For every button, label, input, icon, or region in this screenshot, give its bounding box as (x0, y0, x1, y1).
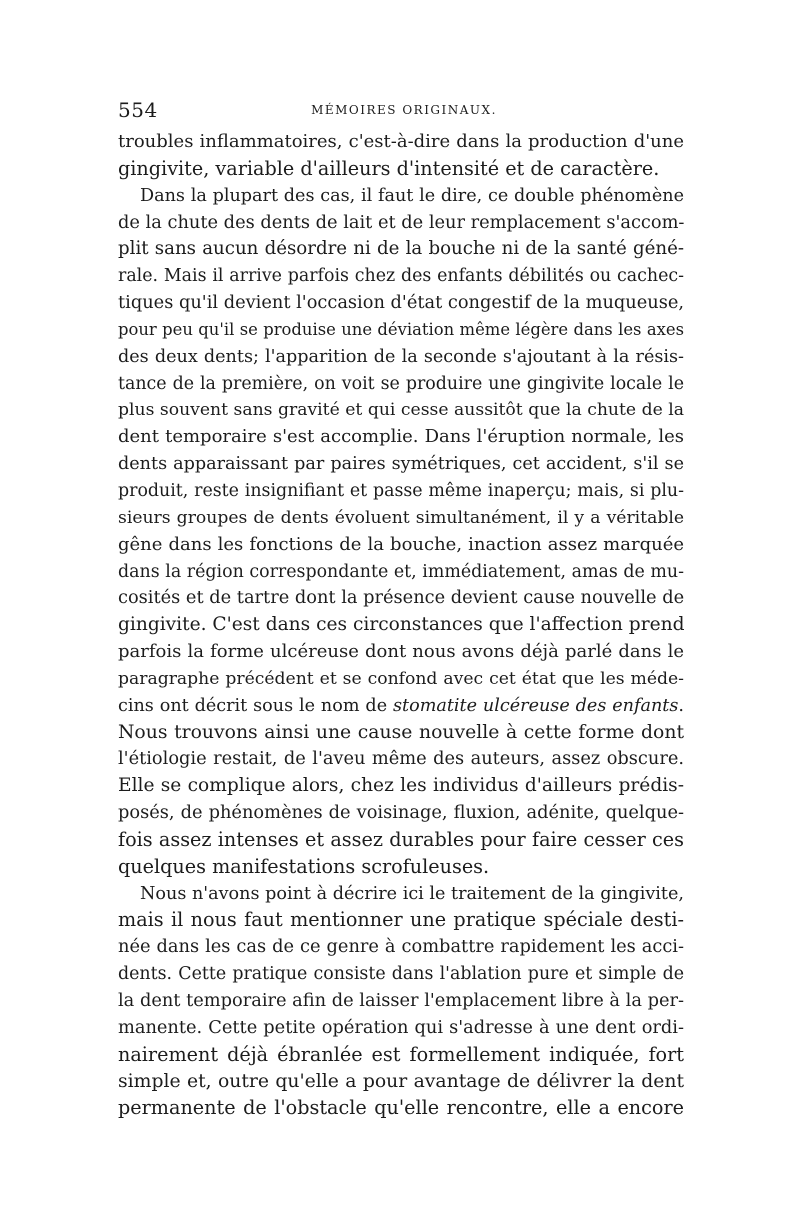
text-line: permanente de l'obstacle qu'elle rencontre, elle a encore (118, 1096, 684, 1120)
text-line: nairement déjà ébranlée est formellement indiquée, fort (118, 1042, 684, 1066)
text-line: mais il nous faut mentionner une pratique spéciale desti- (118, 908, 684, 932)
text-line: plit sans aucun désordre ni de la bouche ni de la santé géné- (118, 238, 684, 260)
text-line: gêne dans les fonctions de la bouche, inaction assez marquée (118, 533, 684, 555)
text-line: tance de la première, on voit se produire une gingivite locale le (118, 373, 684, 394)
text-line: posés, de phénomènes de voisinage, fluxion, adénite, quelque- (118, 802, 684, 824)
italic-term: stomatite ulcéreuse des enfants (393, 695, 679, 716)
text-line: simple et, outre qu'elle a pour avantage de délivrer la dent (118, 1070, 684, 1092)
text-line: l'étiologie restait, de l'aveu même des auteurs, assez obscure. (118, 748, 684, 770)
text-line: gingivite. C'est dans ces circonstances que l'affection prend (118, 614, 685, 636)
text-run: cins ont décrit sous le nom de (118, 695, 393, 716)
text-line: des deux dents; l'apparition de la seconde s'ajoutant à la résis- (118, 346, 684, 367)
text-line: plus souvent sans gravité et qui cesse aussitôt que la chute de la (118, 400, 684, 421)
text-line: sieurs groupes de dents évoluent simultanément, il y a véritable (118, 507, 684, 528)
text-line: cosités et de tartre dont la présence devient cause nouvelle de (118, 587, 685, 609)
text-line: quelques manifestations scrofuleuses. (118, 854, 490, 878)
text-line: dans la région correspondante et, immédiatement, amas de mu- (118, 561, 684, 582)
text-line: Nous n'avons point à décrire ici le traitement de la gingivite, (140, 883, 684, 904)
text-line: tiques qu'il devient l'occasion d'état congestif de la muqueuse, (118, 292, 685, 314)
text-line: gingivite, variable d'ailleurs d'intensité et de caractère. (118, 156, 660, 180)
paragraph-3 (118, 881, 684, 1123)
running-title: MÉMOIRES ORIGINAUX. (311, 103, 497, 117)
text-line: fois assez intenses et assez durables pour faire cesser ces (118, 827, 684, 851)
text-line: Dans la plupart des cas, il faut le dire, ce double phénomène (140, 185, 684, 206)
text-line-with-italic (118, 693, 684, 720)
text-line: produit, reste insignifiant et passe même inaperçu; mais, si plu- (118, 480, 684, 501)
text-line: Nous trouvons ainsi une cause nouvelle à cette forme dont (118, 721, 684, 743)
text-line: paragraphe précédent et se confond avec cet état que les méde- (118, 668, 684, 689)
text-line: dents. Cette pratique consiste dans l'ablation pure et simple de (118, 964, 684, 985)
text-run: . (678, 695, 684, 716)
paragraph-1 (118, 129, 684, 183)
text-line: rale. Mais il arrive parfois chez des enfants débilités ou cachec- (118, 266, 684, 287)
text-line: troubles inflammatoires, c'est-à-dire dans la production d'une (118, 131, 684, 152)
text-line: parfois la forme ulcéreuse dont nous avons déjà parlé dans le (118, 641, 684, 663)
text-line: Elle se complique alors, chez les individus d'ailleurs prédis- (118, 775, 684, 797)
text-line: la dent temporaire afin de laisser l'emplacement libre à la per- (118, 990, 684, 1011)
text-line: dent temporaire s'est accomplie. Dans l'éruption normale, les (118, 426, 684, 448)
text-line: pour peu qu'il se produise une déviation même légère dans les axes (118, 319, 684, 339)
text-line: manente. Cette petite opération qui s'adresse à une dent ordi- (118, 1016, 684, 1038)
running-head (118, 98, 690, 126)
paragraph-2 (118, 183, 684, 881)
text-line: dents apparaissant par paires symétriques, cet accident, s'il se (118, 454, 684, 475)
body-text (118, 129, 684, 1122)
text-line: de la chute des dents de lait et de leur remplacement s'accom- (118, 211, 685, 233)
page-number: 554 (118, 98, 158, 122)
text-line: née dans les cas de ce genre à combattre rapidement les acci- (118, 936, 684, 958)
